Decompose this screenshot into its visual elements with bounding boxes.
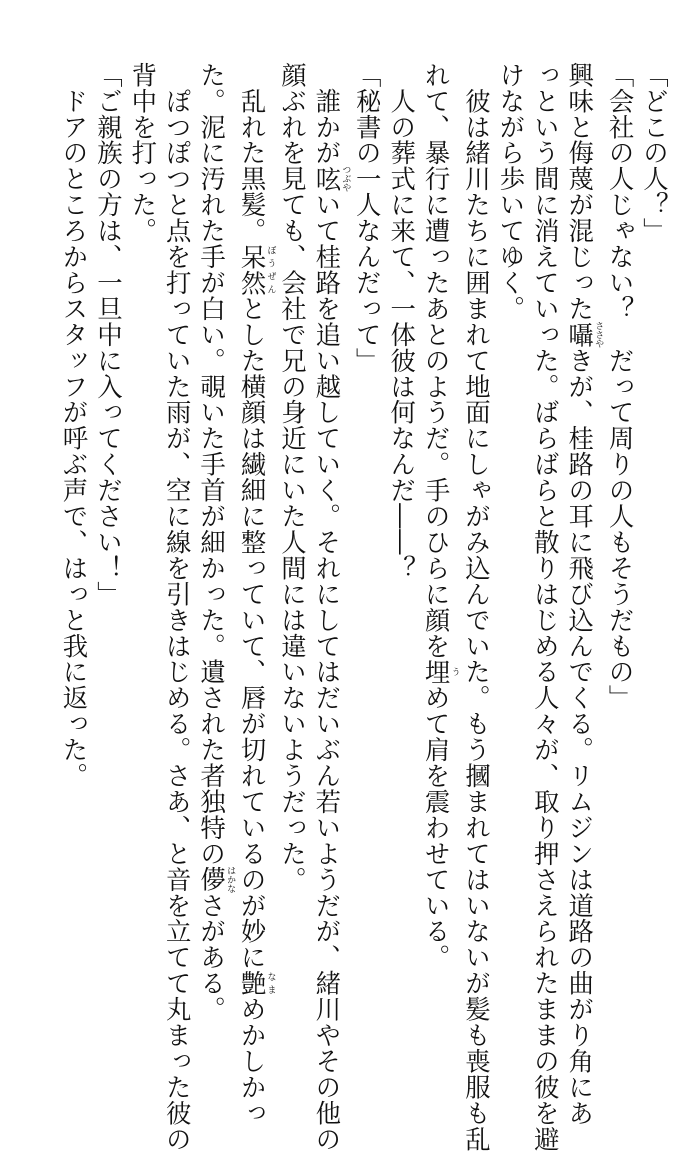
ruby-reading: ぼうぜん	[265, 243, 276, 296]
text-line	[460, 62, 494, 1152]
text-segment: 人の葬式に来て、一体彼は何なんだ――？	[387, 62, 418, 581]
ruby-base: 艶	[237, 970, 268, 997]
ruby-annotation	[312, 165, 351, 193]
text-line	[563, 62, 604, 1126]
text-line	[528, 62, 562, 1152]
text-segment: 「どこの人？」	[640, 62, 670, 244]
ruby-reading: ささや	[593, 320, 604, 348]
text-segment: 「ご親族の方は、一旦中に入ってください！」	[93, 62, 124, 607]
ruby-reading: つぶや	[340, 165, 351, 193]
text-segment: 背中を打った。	[128, 62, 159, 244]
ruby-base: 儚	[197, 865, 228, 893]
ruby-reading: う	[449, 658, 460, 685]
text-segment: 「秘書の一人なんだって」	[352, 62, 383, 374]
text-line	[57, 62, 91, 982]
vertical-text-block	[57, 62, 672, 1152]
text-line	[92, 62, 126, 982]
text-segment: さがある。	[197, 892, 228, 1023]
text-segment: 「会社の人じゃない？ だって周りの人もそうだもの」	[605, 62, 636, 711]
text-line	[350, 62, 384, 982]
ruby-annotation	[237, 243, 276, 296]
text-segment: た。泥に汚れた手が白い。覗いた手首が細かった。遺された者独特の	[197, 62, 228, 867]
text-segment: けながら歩いてゆく。	[496, 62, 527, 322]
text-line	[310, 62, 351, 1152]
text-segment: めて肩を震わせている。	[421, 684, 452, 971]
text-line	[385, 62, 419, 982]
text-line	[603, 62, 637, 982]
text-line	[195, 62, 236, 1023]
text-segment: 顔ぶれを見ても、会社で兄の身近にいた人間には違いないようだった。	[277, 62, 308, 893]
text-segment: ドアのところからスタッフが呼ぶ声で、はっと我に返った。	[59, 62, 90, 789]
text-segment: とした横顔は繊細に整っていて、唇が切れているのが妙に	[237, 295, 268, 971]
text-line	[126, 62, 160, 982]
text-segment: れて、暴行に遭ったあとのようだ。手のひらに顔を	[421, 62, 452, 659]
text-line	[235, 62, 276, 1126]
text-line	[419, 62, 459, 982]
text-line	[276, 62, 310, 982]
text-segment: っという間に消えていった。ばらばらと散りはじめる人々が、取り押さえられたままの彼を避	[530, 62, 561, 1152]
text-line	[638, 62, 672, 982]
text-segment: 誰かが	[312, 62, 343, 166]
ruby-annotation	[421, 658, 460, 685]
text-segment: きが、桂路の耳に飛び込んでくる。リムジンは道路の曲がり角にあ	[565, 347, 596, 1126]
ruby-base: 埋	[421, 658, 452, 685]
ruby-annotation	[197, 865, 236, 893]
ruby-annotation	[237, 970, 276, 997]
text-segment: 彼は緒川たちに囲まれて地面にしゃがみ込んでいた。もう摑まれてはいないが髪も喪服も乱	[461, 62, 492, 1152]
text-segment: めかしかっ	[237, 996, 268, 1126]
ruby-base: 呟	[312, 165, 343, 193]
ruby-reading: なま	[265, 970, 276, 997]
ruby-annotation	[565, 320, 604, 348]
text-line	[494, 62, 528, 982]
ruby-base: 呆然	[237, 243, 268, 296]
text-segment: 興味と侮蔑が混じった	[565, 62, 596, 322]
ruby-base: 囁	[565, 320, 596, 348]
text-segment: ぽつぽつと点を打っていた雨が、空に線を引きはじめる。さあ、と音を立てて丸まった彼の	[162, 62, 193, 1152]
text-segment: 乱れた黒髪。	[237, 62, 268, 244]
text-line	[160, 62, 194, 1152]
ruby-reading: はかな	[225, 865, 236, 893]
text-segment: いて桂路を追い越していく。それにしてはだいぶん若いようだが、緒川やその他の	[312, 191, 343, 1152]
